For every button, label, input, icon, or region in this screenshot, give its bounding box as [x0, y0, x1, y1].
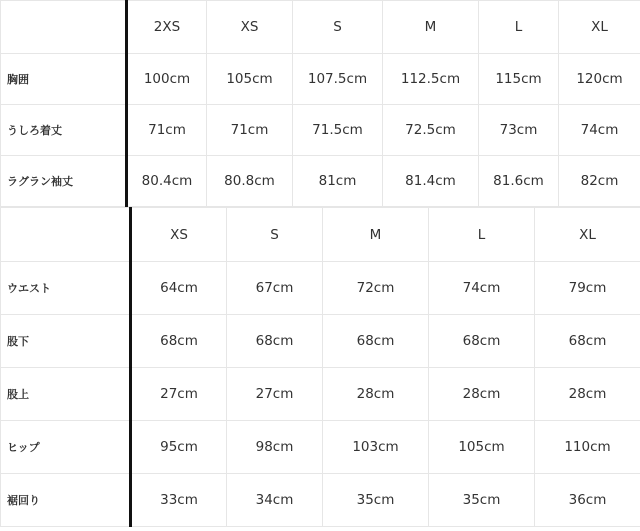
- measure-cell: 82cm: [559, 156, 640, 207]
- measure-cell: 71cm: [127, 105, 207, 156]
- row-label: ラグラン袖丈: [1, 156, 127, 207]
- measure-cell: 72.5cm: [383, 105, 479, 156]
- table-row: [1, 105, 640, 156]
- size-header-xs: XS: [131, 208, 227, 262]
- size-header-l: L: [479, 1, 559, 54]
- measure-cell: 80.8cm: [207, 156, 293, 207]
- row-label: うしろ着丈: [1, 105, 127, 156]
- table-row: [1, 156, 640, 207]
- row-label: 股下: [1, 315, 131, 368]
- measure-cell: 71.5cm: [293, 105, 383, 156]
- measure-cell: 35cm: [323, 474, 429, 527]
- measure-cell: 27cm: [131, 368, 227, 421]
- size-header-s: S: [293, 1, 383, 54]
- measure-cell: 72cm: [323, 262, 429, 315]
- measure-cell: 115cm: [479, 54, 559, 105]
- measure-cell: 68cm: [227, 315, 323, 368]
- measure-cell: 100cm: [127, 54, 207, 105]
- bottom-corner-cell: [1, 208, 131, 262]
- measure-cell: 103cm: [323, 421, 429, 474]
- measure-cell: 68cm: [535, 315, 640, 368]
- measure-cell: 98cm: [227, 421, 323, 474]
- measure-cell: 107.5cm: [293, 54, 383, 105]
- bottom-header-row: [1, 208, 640, 262]
- table-row: [1, 262, 640, 315]
- measure-cell: 105cm: [207, 54, 293, 105]
- measure-cell: 68cm: [131, 315, 227, 368]
- table-row: [1, 315, 640, 368]
- size-header-2xs: 2XS: [127, 1, 207, 54]
- measure-cell: 74cm: [559, 105, 640, 156]
- size-header-l: L: [429, 208, 535, 262]
- measure-cell: 36cm: [535, 474, 640, 527]
- table-row: [1, 421, 640, 474]
- measure-cell: 95cm: [131, 421, 227, 474]
- measure-cell: 33cm: [131, 474, 227, 527]
- measure-cell: 34cm: [227, 474, 323, 527]
- row-label: 胸囲: [1, 54, 127, 105]
- measure-cell: 81.4cm: [383, 156, 479, 207]
- table-row: [1, 368, 640, 421]
- measure-cell: 73cm: [479, 105, 559, 156]
- measure-cell: 67cm: [227, 262, 323, 315]
- size-header-xs: XS: [207, 1, 293, 54]
- measure-cell: 28cm: [323, 368, 429, 421]
- measure-cell: 27cm: [227, 368, 323, 421]
- size-header-xl: XL: [559, 1, 640, 54]
- measure-cell: 110cm: [535, 421, 640, 474]
- measure-cell: 112.5cm: [383, 54, 479, 105]
- measure-cell: 81cm: [293, 156, 383, 207]
- measure-cell: 120cm: [559, 54, 640, 105]
- row-label: ヒップ: [1, 421, 131, 474]
- top-corner-cell: [1, 1, 127, 54]
- row-label: ウエスト: [1, 262, 131, 315]
- measure-cell: 68cm: [323, 315, 429, 368]
- row-label: 裾回り: [1, 474, 131, 527]
- measure-cell: 35cm: [429, 474, 535, 527]
- measure-cell: 68cm: [429, 315, 535, 368]
- measure-cell: 28cm: [429, 368, 535, 421]
- size-header-m: M: [383, 1, 479, 54]
- measure-cell: 81.6cm: [479, 156, 559, 207]
- measure-cell: 64cm: [131, 262, 227, 315]
- top-header-row: [1, 1, 640, 54]
- measure-cell: 79cm: [535, 262, 640, 315]
- size-header-s: S: [227, 208, 323, 262]
- measure-cell: 71cm: [207, 105, 293, 156]
- measure-cell: 80.4cm: [127, 156, 207, 207]
- table-row: [1, 54, 640, 105]
- measure-cell: 105cm: [429, 421, 535, 474]
- row-label: 股上: [1, 368, 131, 421]
- size-header-xl: XL: [535, 208, 640, 262]
- top-size-table: [0, 0, 640, 207]
- measure-cell: 28cm: [535, 368, 640, 421]
- size-header-m: M: [323, 208, 429, 262]
- bottom-size-table: [0, 207, 640, 527]
- measure-cell: 74cm: [429, 262, 535, 315]
- table-row: [1, 474, 640, 527]
